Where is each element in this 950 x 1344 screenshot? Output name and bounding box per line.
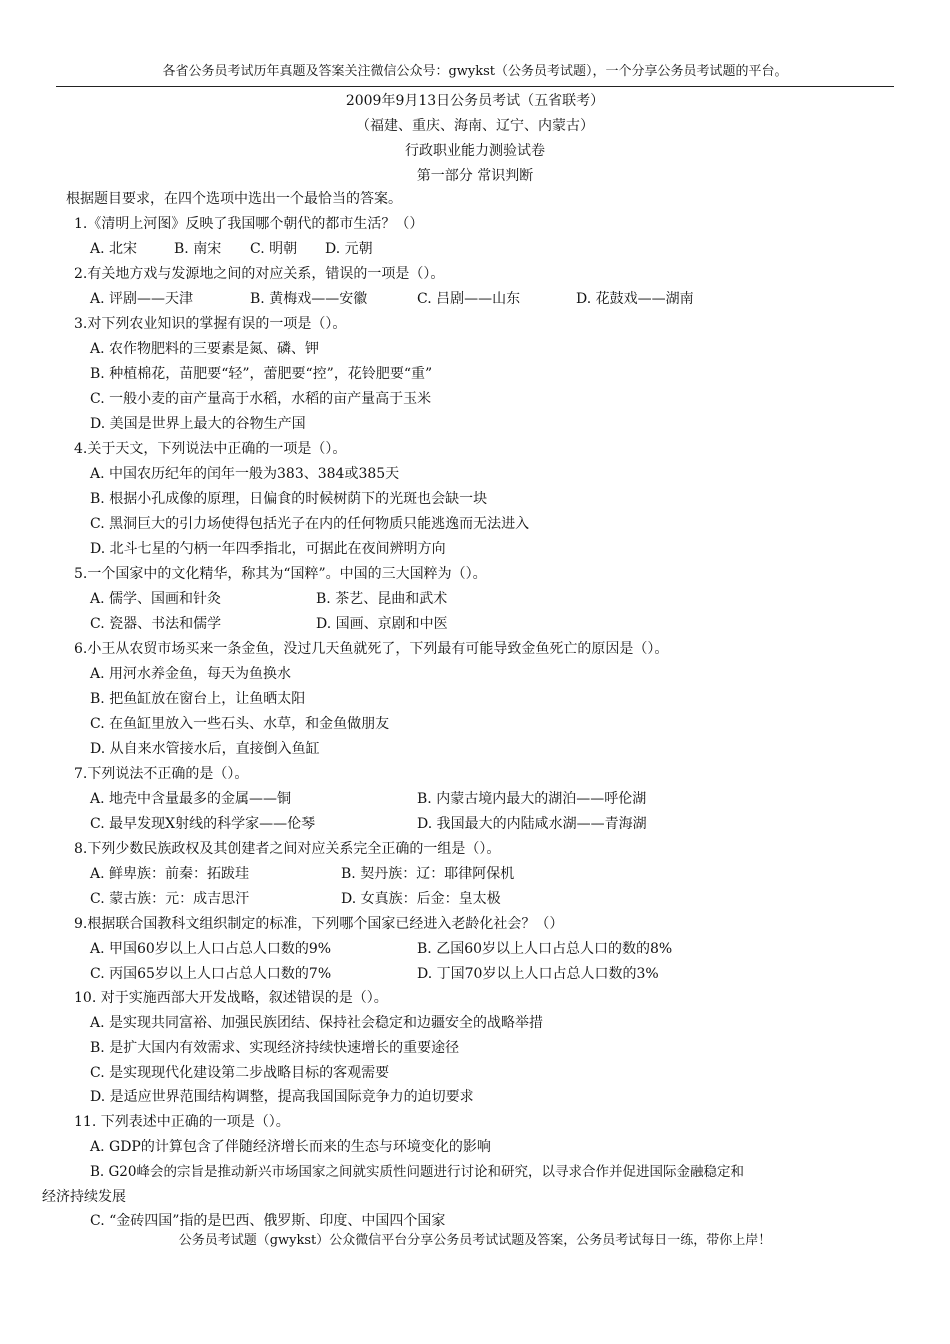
option: D. 从自来水管接水后，直接倒入鱼缸 [90,741,320,757]
option: B. 契丹族：辽：耶律阿保机 [341,866,515,882]
option: A. 儒学、国画和针灸 [90,591,222,607]
question-stem: 4.关于天文，下列说法中正确的一项是（）。 [74,441,347,457]
option: B. 茶艺、昆曲和武术 [316,591,448,607]
exam-provinces: （福建、重庆、海南、辽宁、内蒙古） [356,118,594,134]
section-title: 第一部分 常识判断 [416,168,534,184]
option: D. 元朝 [325,241,373,257]
question-stem: 9.根据联合国教科文组织制定的标准，下列哪个国家已经进入老龄化社会？（） [74,916,564,932]
option: A. 北宋 [90,241,138,257]
question-stem: 10. 对于实施西部大开发战略，叙述错误的是（）。 [74,990,388,1006]
header-divider [56,86,894,87]
option: C. 是实现现代化建设第二步战略目标的客观需要 [90,1065,390,1081]
option: D. 美国是世界上最大的谷物生产国 [90,416,306,432]
option: D. 女真族：后金：皇太极 [341,891,501,907]
question-stem: 11. 下列表述中正确的一项是（）。 [74,1114,290,1130]
exam-subject: 行政职业能力测验试卷 [405,143,545,159]
question-stem: 1.《清明上河图》反映了我国哪个朝代的都市生活？（） [74,216,424,232]
option: B. 种植棉花，苗肥要“轻”，蕾肥要“控”，花铃肥要“重” [90,366,433,382]
option: D. 我国最大的内陆咸水湖——青海湖 [417,816,647,832]
option: B. 内蒙古境内最大的湖泊——呼伦湖 [417,791,647,807]
option: C. 黑洞巨大的引力场使得包括光子在内的任何物质只能逃逸而无法进入 [90,516,530,532]
question-stem: 3.对下列农业知识的掌握有误的一项是（）。 [74,316,347,332]
option-continuation: 经济持续发展 [42,1189,126,1205]
question-stem: 7.下列说法不正确的是（）。 [74,766,249,782]
option: C. 蒙古族：元：成吉思汗 [90,891,250,907]
page-header-notice: 各省公务员考试历年真题及答案关注微信公众号：gwykst（公务员考试题），一个分享公务员考试题的平台。 [162,64,788,79]
option: B. 根据小孔成像的原理，日偏食的时候树荫下的光斑也会缺一块 [90,491,488,507]
option: A. 是实现共同富裕、加强民族团结、保持社会稳定和边疆安全的战略举措 [90,1015,544,1031]
option: C. 最早发现X射线的科学家——伦琴 [90,816,316,832]
option: C. “金砖四国”指的是巴西、俄罗斯、印度、中国四个国家 [90,1213,446,1229]
option: D. 丁国70岁以上人口占总人口数的3% [417,966,659,982]
question-stem: 2.有关地方戏与发源地之间的对应关系，错误的一项是（）。 [74,266,445,282]
option: B. G20峰会的宗旨是推动新兴市场国家之间就实质性问题进行讨论和研究，以寻求合作并促进国际金融稳定和 [90,1164,744,1180]
option: D. 是适应世界范围结构调整，提高我国国际竞争力的迫切要求 [90,1089,474,1105]
option: D. 国画、京剧和中医 [316,616,448,632]
exam-title: 2009年9月13日公务员考试（五省联考） [345,93,605,109]
option: A. 中国农历纪年的闰年一般为383、384或385天 [90,466,400,482]
option: A. 甲国60岁以上人口占总人口数的9% [90,941,332,957]
option: A. 鲜卑族：前秦：拓跋珪 [90,866,250,882]
option: B. 乙国60岁以上人口占总人口的数的8% [417,941,673,957]
option: A. 地壳中含量最多的金属——铜 [90,791,292,807]
option: A. 农作物肥料的三要素是氮、磷、钾 [90,341,320,357]
instruction: 根据题目要求，在四个选项中选出一个最恰当的答案。 [66,191,402,207]
option: A. 评剧——天津 [90,291,194,307]
question-stem: 5.一个国家中的文化精华，称其为“国粹”。中国的三大国粹为（）。 [74,566,487,582]
option: B. 南宋 [174,241,222,257]
option: B. 把鱼缸放在窗台上，让鱼晒太阳 [90,691,306,707]
question-stem: 6.小王从农贸市场买来一条金鱼，没过几天鱼就死了，下列最有可能导致金鱼死亡的原因是（）。 [74,641,669,657]
option: A. GDP的计算包含了伴随经济增长而来的生态与环境变化的影响 [90,1139,491,1155]
option: C. 吕剧——山东 [417,291,521,307]
option: A. 用河水养金鱼，每天为鱼换水 [90,666,292,682]
question-stem: 8.下列少数民族政权及其创建者之间对应关系完全正确的一组是（）。 [74,841,501,857]
option: B. 是扩大国内有效需求、实现经济持续快速增长的重要途径 [90,1040,460,1056]
option: D. 北斗七星的勺柄一年四季指北，可据此在夜间辨明方向 [90,541,446,557]
option: B. 黄梅戏——安徽 [250,291,368,307]
option: C. 在鱼缸里放入一些石头、水草，和金鱼做朋友 [90,716,390,732]
option: C. 明朝 [250,241,298,257]
page-footer-notice: 公务员考试题（gwykst）公众微信平台分享公务员考试试题及答案，公务员考试每日一练，带你上岸！ [178,1233,772,1248]
option: C. 瓷器、书法和儒学 [90,616,222,632]
option: D. 花鼓戏——湖南 [576,291,694,307]
option: C. 丙国65岁以上人口占总人口数的7% [90,966,332,982]
option: C. 一般小麦的亩产量高于水稻，水稻的亩产量高于玉米 [90,391,432,407]
